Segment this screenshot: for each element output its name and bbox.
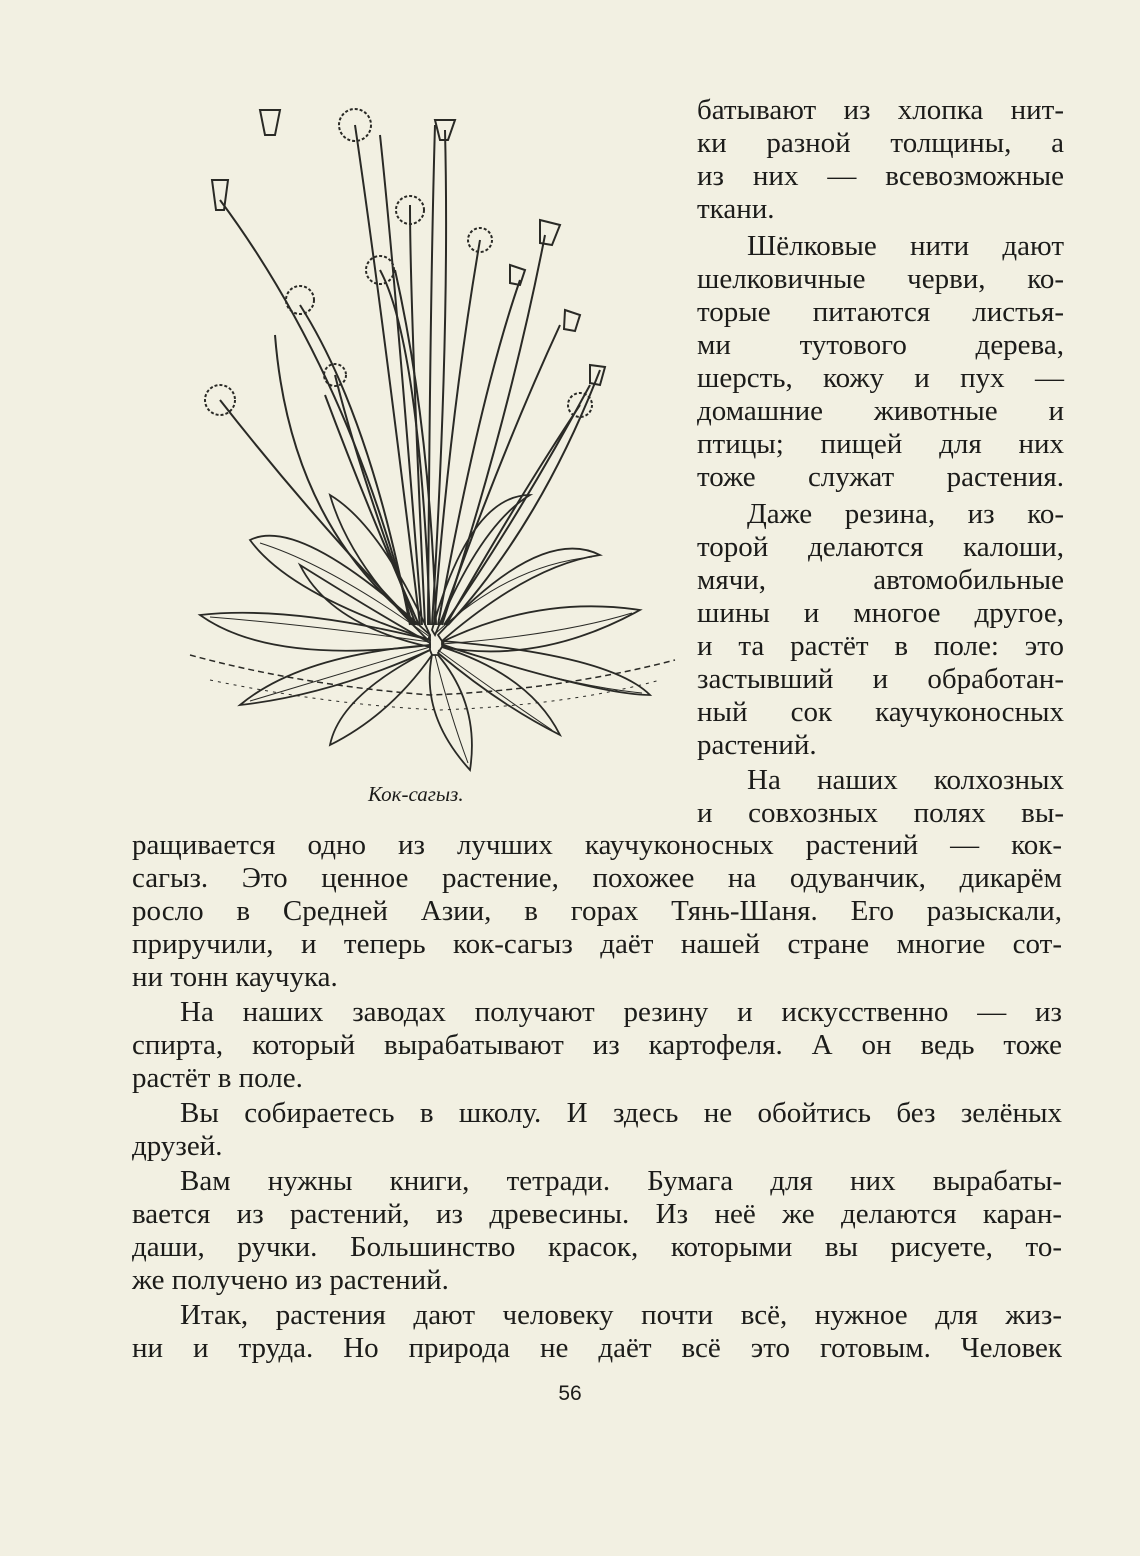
text-line: ни тонн каучука.: [132, 961, 338, 993]
text-line: тоже служат растения.: [697, 461, 1064, 493]
text-line: и та растёт в поле: это: [697, 630, 1064, 662]
text-line: шины и многое другое,: [697, 597, 1064, 629]
text-line: вается из растений, из древесины. Из неё же делаются каран-: [132, 1198, 1062, 1230]
text-line: птицы; пищей для них: [697, 428, 1064, 460]
text-line: Вы собираетесь в школу. И здесь не обойтись без зелёных: [180, 1097, 1062, 1129]
text-line: из них — всевозможные: [697, 160, 1064, 192]
text-line: растёт в поле.: [132, 1062, 303, 1094]
text-line: и совхозных полях вы-: [697, 797, 1064, 829]
figure-caption: Кок-сагыз.: [368, 782, 464, 806]
page-number: 56: [558, 1382, 582, 1405]
text-line: растений.: [697, 729, 817, 761]
text-line: ни и труда. Но природа не даёт всё это готовым. Человек: [132, 1332, 1062, 1364]
text-line: шелковичные черви, ко-: [697, 263, 1064, 295]
text-line: спирта, который вырабатывают из картофеля. А он ведь тоже: [132, 1029, 1062, 1061]
text-line: Вам нужны книги, тетради. Бумага для них вырабаты-: [180, 1165, 1062, 1197]
plant-drawing: [180, 95, 680, 785]
text-line: застывший и обработан-: [697, 663, 1064, 695]
text-line: друзей.: [132, 1130, 223, 1162]
text-line: домашние животные и: [697, 395, 1064, 427]
text-line: На наших заводах получают резину и искусственно — из: [180, 996, 1062, 1028]
text-line: приручили, и теперь кок-сагыз даёт нашей стране многие сот-: [132, 928, 1062, 960]
text-line: ращивается одно из лучших каучуконосных растений — кок-: [132, 829, 1062, 861]
text-line: же получено из растений.: [132, 1264, 449, 1296]
text-line: Итак, растения дают человеку почти всё, нужное для жиз-: [180, 1299, 1062, 1331]
text-line: На наших колхозных: [747, 764, 1064, 796]
text-line: ми тутового дерева,: [697, 329, 1064, 361]
text-line: Шёлковые нити дают: [747, 230, 1064, 262]
text-line: ки разной толщины, а: [697, 127, 1064, 159]
text-line: сагыз. Это ценное растение, похожее на одуванчик, дикарём: [132, 862, 1062, 894]
kok-sagyz-plant-illustration: [180, 95, 680, 785]
text-line: ный сок каучуконосных: [697, 696, 1064, 728]
text-line: батывают из хлопка нит-: [697, 94, 1064, 126]
text-line: мячи, автомобильные: [697, 564, 1064, 596]
text-line: росло в Средней Азии, в горах Тянь-Шаня. Его разыскали,: [132, 895, 1062, 927]
text-line: Даже резина, из ко-: [747, 498, 1064, 530]
text-line: торой делаются калоши,: [697, 531, 1064, 563]
text-line: торые питаются листья-: [697, 296, 1064, 328]
text-line: ткани.: [697, 193, 775, 225]
text-line: шерсть, кожу и пух —: [697, 362, 1064, 394]
text-line: даши, ручки. Большинство красок, которыми вы рисуете, то-: [132, 1231, 1062, 1263]
